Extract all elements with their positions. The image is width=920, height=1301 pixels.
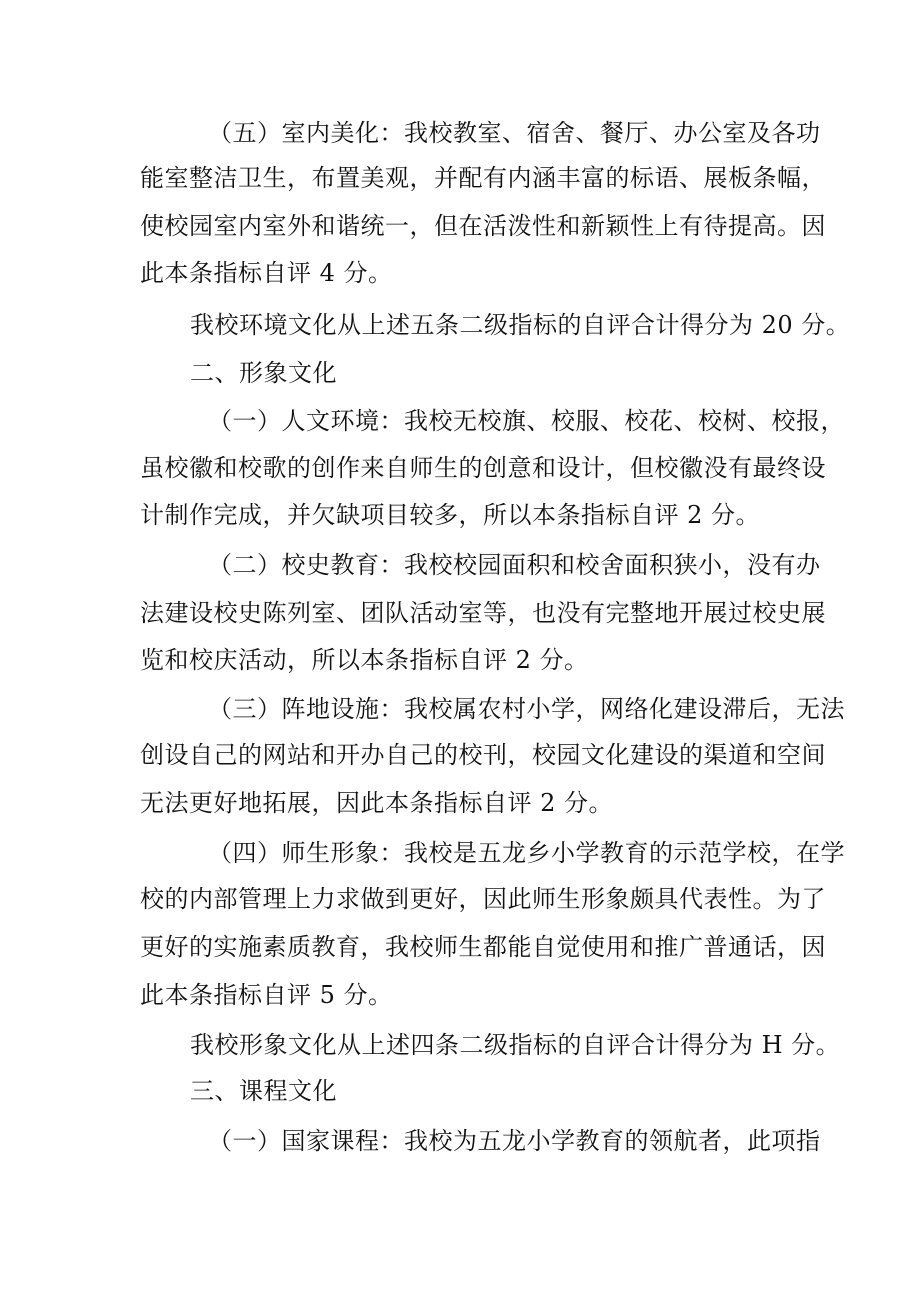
paragraph-line: 览和校庆活动，所以本条指标自评 2 分。 — [140, 646, 589, 674]
paragraph-line: 更好的实施素质教育，我校师生都能自觉使用和推广普通话，因 — [140, 933, 826, 961]
paragraph-line: 虽校徽和校歌的创作来自师生的创意和设计，但校徽没有最终设 — [140, 454, 826, 482]
paragraph-line: 校的内部管理上力求做到更好，因此师生形象颇具代表性。为了 — [140, 885, 826, 913]
paragraph-line: （三）阵地设施：我校属农村小学，网络化建设滞后，无法 — [208, 695, 845, 723]
paragraph-line: （四）师生形象：我校是五龙乡小学教育的示范学校，在学 — [208, 839, 845, 867]
summary-line: 我校环境文化从上述五条二级指标的自评合计得分为 20 分。 — [190, 311, 851, 339]
section-heading: 三、课程文化 — [190, 1077, 337, 1105]
paragraph-line: 计制作完成，并欠缺项目较多，所以本条指标自评 2 分。 — [140, 501, 761, 529]
paragraph-line: 能室整洁卫生，布置美观，并配有内涵丰富的标语、展板条幅， — [140, 164, 826, 192]
paragraph-line: 此本条指标自评 5 分。 — [140, 981, 393, 1009]
paragraph-line: 创设自己的网站和开办自己的校刊，校园文化建设的渠道和空间 — [140, 741, 826, 769]
paragraph-line: （一）国家课程：我校为五龙小学教育的领航者，此项指 — [208, 1127, 821, 1155]
paragraph-line: 此本条指标自评 4 分。 — [140, 259, 393, 287]
paragraph-line: 无法更好地拓展，因此本条指标自评 2 分。 — [140, 789, 614, 817]
paragraph-line: 使校园室内室外和谐统一，但在活泼性和新颖性上有待提高。因 — [140, 212, 826, 240]
summary-line: 我校形象文化从上述四条二级指标的自评合计得分为 H 分。 — [190, 1031, 841, 1059]
section-heading: 二、形象文化 — [190, 359, 337, 387]
paragraph-line: 法建设校史陈列室、团队活动室等，也没有完整地开展过校史展 — [140, 599, 826, 627]
paragraph-line: （五）室内美化：我校教室、宿舍、餐厅、办公室及各功 — [208, 119, 821, 147]
paragraph-line: （一）人文环境：我校无校旗、校服、校花、校树、校报， — [208, 407, 845, 435]
paragraph-line: （二）校史教育：我校校园面积和校舍面积狭小，没有办 — [208, 551, 821, 579]
